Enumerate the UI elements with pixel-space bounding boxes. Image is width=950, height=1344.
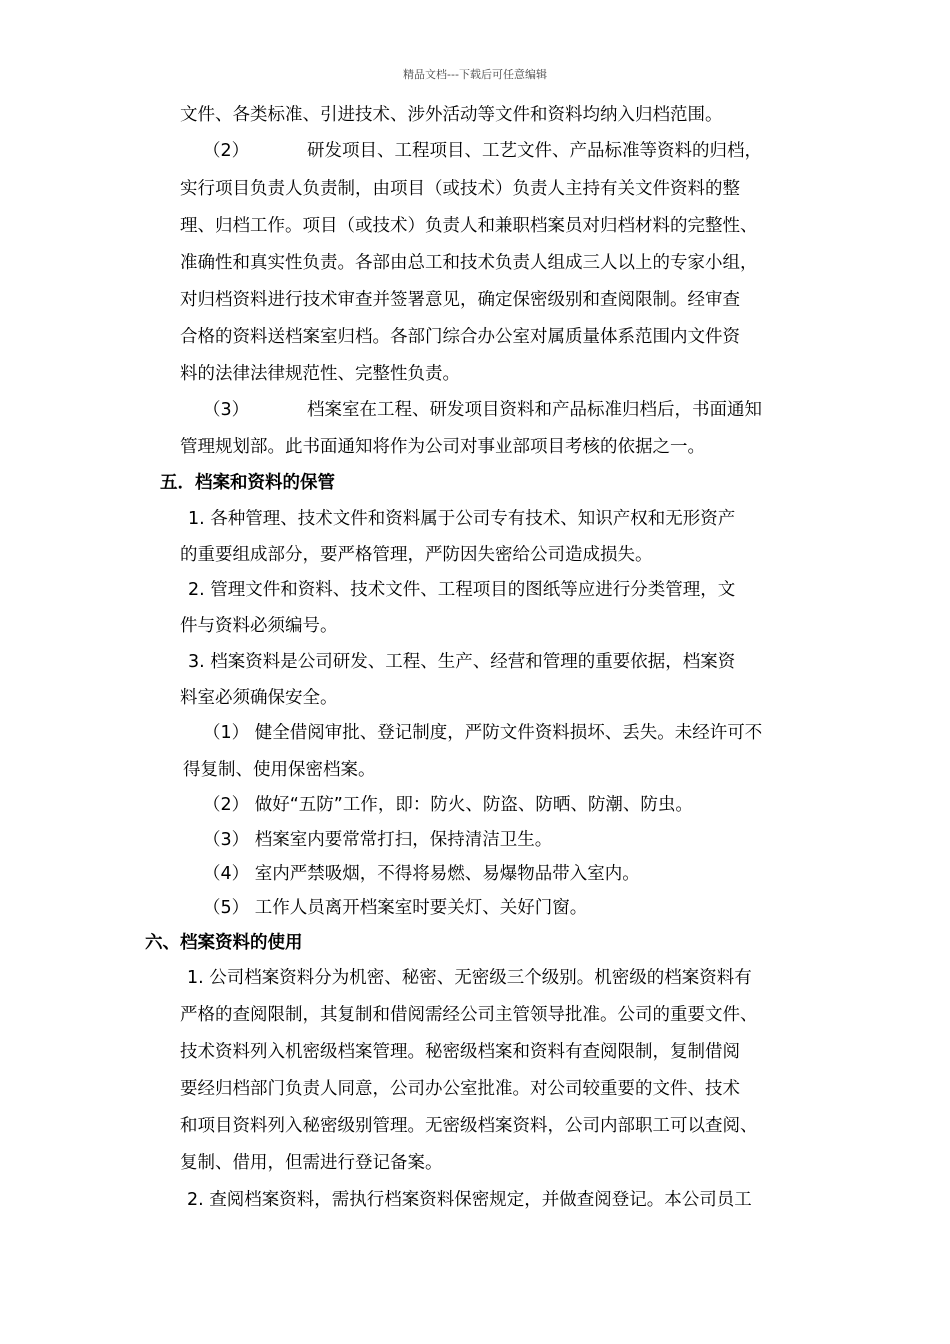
body-line: 对归档资料进行技术审查并签署意见，确定保密级别和查阅限制。经审查 <box>180 290 740 310</box>
body-line: 严格的查阅限制，其复制和借阅需经公司主管领导批准。公司的重要文件、 <box>180 1005 758 1025</box>
list-number: （2） <box>203 141 250 161</box>
body-line: 实行项目负责人负责制，由项目（或技术）负责人主持有关文件资料的整 <box>180 179 740 199</box>
body-line: 2. 查阅档案资料，需执行档案资料保密规定，并做查阅登记。本公司员工 <box>187 1190 752 1210</box>
body-line: 2. 管理文件和资料、技术文件、工程项目的图纸等应进行分类管理，文 <box>188 580 736 600</box>
body-line: （3） 档案室内要常常打扫，保持清洁卫生。 <box>203 830 553 850</box>
body-line: 和项目资料列入秘密级别管理。无密级档案资料，公司内部职工可以查阅、 <box>180 1116 758 1136</box>
section-heading: 六、档案资料的使用 <box>145 933 303 953</box>
body-line: 理、归档工作。项目（或技术）负责人和兼职档案员对归档材料的完整性、 <box>180 216 758 236</box>
body-line: 料的法律法律规范性、完整性负责。 <box>180 364 460 384</box>
body-line: 件与资料必须编号。 <box>180 616 338 636</box>
body-line: 1. 公司档案资料分为机密、秘密、无密级三个级别。机密级的档案资料有 <box>187 968 752 988</box>
body-line: 1. 各种管理、技术文件和资料属于公司专有技术、知识产权和无形资产 <box>188 509 736 529</box>
body-line: （1） 健全借阅审批、登记制度，严防文件资料损坏、丢失。未经许可不 <box>203 723 763 743</box>
body-line: 料室必须确保安全。 <box>180 688 338 708</box>
body-line: 管理规划部。此书面通知将作为公司对事业部项目考核的依据之一。 <box>180 437 705 457</box>
body-line: 准确性和真实性负责。各部由总工和技术负责人组成三人以上的专家小组， <box>180 253 758 273</box>
body-line: 要经归档部门负责人同意，公司办公室批准。对公司较重要的文件、技术 <box>180 1079 740 1099</box>
body-line: 合格的资料送档案室归档。各部门综合办公室对属质量体系范围内文件资 <box>180 327 740 347</box>
section-heading: 五．档案和资料的保管 <box>160 473 335 493</box>
body-line: 得复制、使用保密档案。 <box>183 760 376 780</box>
body-line: 研发项目、工程项目、工艺文件、产品标准等资料的归档， <box>307 141 762 161</box>
body-line: （2） 做好“五防”工作，即：防火、防盗、防晒、防潮、防虫。 <box>203 795 693 815</box>
page-header: 精品文档---下载后可任意编辑 <box>403 68 547 81</box>
list-number: （3） <box>203 400 250 420</box>
body-line: 3. 档案资料是公司研发、工程、生产、经营和管理的重要依据，档案资 <box>188 652 736 672</box>
body-line: 文件、各类标准、引进技术、涉外活动等文件和资料均纳入归档范围。 <box>180 105 723 125</box>
body-line: 复制、借用，但需进行登记备案。 <box>180 1153 443 1173</box>
body-line: 档案室在工程、研发项目资料和产品标准归档后，书面通知 <box>307 400 762 420</box>
body-line: （4） 室内严禁吸烟，不得将易燃、易爆物品带入室内。 <box>203 864 640 884</box>
body-line: 的重要组成部分，要严格管理，严防因失密给公司造成损失。 <box>180 545 653 565</box>
body-line: （5） 工作人员离开档案室时要关灯、关好门窗。 <box>203 898 588 918</box>
body-line: 技术资料列入机密级档案管理。秘密级档案和资料有查阅限制，复制借阅 <box>180 1042 740 1062</box>
